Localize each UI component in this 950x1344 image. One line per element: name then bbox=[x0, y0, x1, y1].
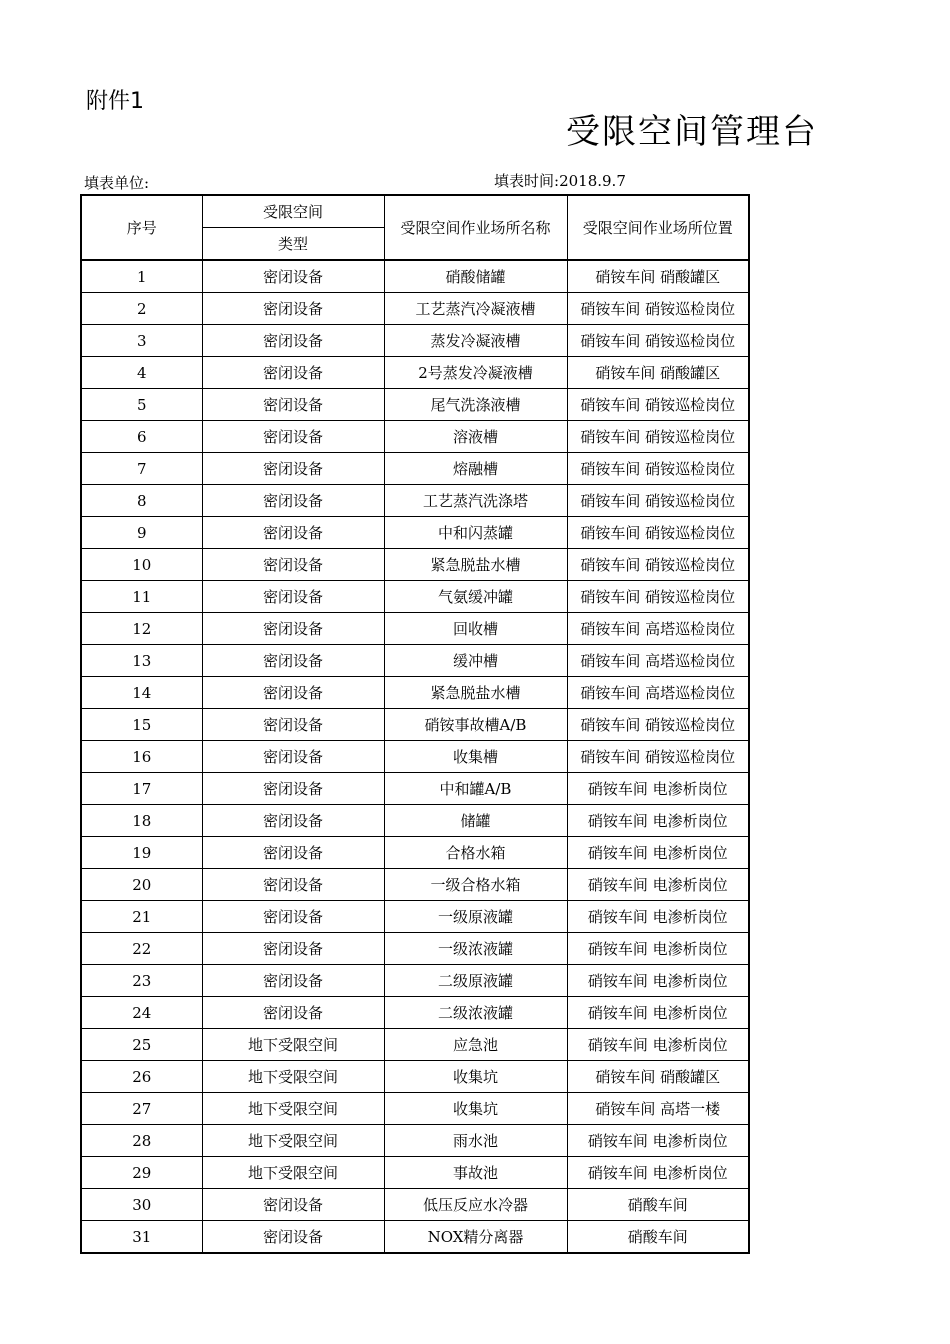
table-row bbox=[81, 453, 749, 485]
cell-no: 18 bbox=[81, 805, 202, 837]
cell-type: 密闭设备 bbox=[202, 741, 384, 773]
cell-no: 26 bbox=[81, 1061, 202, 1093]
cell-name: 回收槽 bbox=[384, 613, 567, 645]
header-space-bottom: 类型 bbox=[202, 228, 384, 261]
cell-location: 硝铵车间 电渗析岗位 bbox=[567, 805, 749, 837]
cell-no: 31 bbox=[81, 1221, 202, 1254]
cell-name: 低压反应水冷器 bbox=[384, 1189, 567, 1221]
cell-location: 硝铵车间 电渗析岗位 bbox=[567, 933, 749, 965]
table-row bbox=[81, 485, 749, 517]
cell-type: 密闭设备 bbox=[202, 517, 384, 549]
header-name: 受限空间作业场所名称 bbox=[384, 195, 567, 260]
cell-type: 密闭设备 bbox=[202, 389, 384, 421]
cell-no: 8 bbox=[81, 485, 202, 517]
header-location: 受限空间作业场所位置 bbox=[567, 195, 749, 260]
cell-name: 二级原液罐 bbox=[384, 965, 567, 997]
cell-name: 气氨缓冲罐 bbox=[384, 581, 567, 613]
cell-no: 13 bbox=[81, 645, 202, 677]
cell-no: 6 bbox=[81, 421, 202, 453]
cell-name: 一级合格水箱 bbox=[384, 869, 567, 901]
cell-name: 收集槽 bbox=[384, 741, 567, 773]
cell-name: 事故池 bbox=[384, 1157, 567, 1189]
cell-name: 紧急脱盐水槽 bbox=[384, 549, 567, 581]
attachment-label: 附件1 bbox=[86, 89, 144, 114]
cell-no: 16 bbox=[81, 741, 202, 773]
cell-location: 硝铵车间 硝铵巡检岗位 bbox=[567, 581, 749, 613]
table-row bbox=[81, 1093, 749, 1125]
cell-no: 24 bbox=[81, 997, 202, 1029]
header-seq: 序号 bbox=[81, 195, 202, 260]
table-row bbox=[81, 741, 749, 773]
cell-location: 硝铵车间 电渗析岗位 bbox=[567, 869, 749, 901]
cell-type: 密闭设备 bbox=[202, 965, 384, 997]
table-row bbox=[81, 389, 749, 421]
cell-type: 密闭设备 bbox=[202, 933, 384, 965]
cell-no: 14 bbox=[81, 677, 202, 709]
cell-type: 密闭设备 bbox=[202, 357, 384, 389]
cell-location: 硝铵车间 电渗析岗位 bbox=[567, 901, 749, 933]
cell-type: 地下受限空间 bbox=[202, 1093, 384, 1125]
table-row bbox=[81, 837, 749, 869]
cell-no: 28 bbox=[81, 1125, 202, 1157]
cell-name: 尾气洗涤液槽 bbox=[384, 389, 567, 421]
cell-name: 合格水箱 bbox=[384, 837, 567, 869]
cell-type: 密闭设备 bbox=[202, 805, 384, 837]
cell-type: 密闭设备 bbox=[202, 549, 384, 581]
table-row bbox=[81, 805, 749, 837]
table-row bbox=[81, 1125, 749, 1157]
table-body bbox=[81, 260, 749, 1253]
table-row bbox=[81, 613, 749, 645]
cell-name: 溶液槽 bbox=[384, 421, 567, 453]
cell-location: 硝铵车间 硝铵巡检岗位 bbox=[567, 485, 749, 517]
cell-no: 29 bbox=[81, 1157, 202, 1189]
table-row bbox=[81, 293, 749, 325]
table-row bbox=[81, 517, 749, 549]
table-row bbox=[81, 1157, 749, 1189]
cell-name: 紧急脱盐水槽 bbox=[384, 677, 567, 709]
table-row bbox=[81, 773, 749, 805]
cell-name: 收集坑 bbox=[384, 1061, 567, 1093]
cell-name: 储罐 bbox=[384, 805, 567, 837]
cell-name: 一级浓液罐 bbox=[384, 933, 567, 965]
cell-location: 硝铵车间 电渗析岗位 bbox=[567, 997, 749, 1029]
cell-name: 一级原液罐 bbox=[384, 901, 567, 933]
table-row bbox=[81, 709, 749, 741]
cell-location: 硝铵车间 电渗析岗位 bbox=[567, 965, 749, 997]
cell-location: 硝铵车间 硝铵巡检岗位 bbox=[567, 421, 749, 453]
table-row bbox=[81, 869, 749, 901]
cell-location: 硝铵车间 高塔巡检岗位 bbox=[567, 677, 749, 709]
cell-location: 硝铵车间 电渗析岗位 bbox=[567, 1157, 749, 1189]
table-row bbox=[81, 1221, 749, 1254]
cell-type: 地下受限空间 bbox=[202, 1125, 384, 1157]
cell-type: 地下受限空间 bbox=[202, 1029, 384, 1061]
cell-type: 密闭设备 bbox=[202, 645, 384, 677]
cell-no: 3 bbox=[81, 325, 202, 357]
cell-no: 9 bbox=[81, 517, 202, 549]
cell-location: 硝铵车间 硝酸罐区 bbox=[567, 260, 749, 293]
cell-no: 12 bbox=[81, 613, 202, 645]
cell-name: 二级浓液罐 bbox=[384, 997, 567, 1029]
cell-location: 硝酸车间 bbox=[567, 1189, 749, 1221]
cell-name: 硝酸储罐 bbox=[384, 260, 567, 293]
cell-type: 密闭设备 bbox=[202, 709, 384, 741]
table-row bbox=[81, 260, 749, 293]
table-row bbox=[81, 549, 749, 581]
table-row bbox=[81, 901, 749, 933]
cell-name: 中和闪蒸罐 bbox=[384, 517, 567, 549]
cell-type: 地下受限空间 bbox=[202, 1157, 384, 1189]
fill-unit-label: 填表单位: bbox=[84, 174, 150, 192]
cell-location: 硝铵车间 高塔巡检岗位 bbox=[567, 613, 749, 645]
table-row bbox=[81, 581, 749, 613]
cell-type: 密闭设备 bbox=[202, 293, 384, 325]
cell-name: 工艺蒸汽冷凝液槽 bbox=[384, 293, 567, 325]
cell-location: 硝铵车间 硝酸罐区 bbox=[567, 1061, 749, 1093]
cell-location: 硝铵车间 硝铵巡检岗位 bbox=[567, 709, 749, 741]
cell-location: 硝铵车间 电渗析岗位 bbox=[567, 773, 749, 805]
cell-location: 硝铵车间 高塔巡检岗位 bbox=[567, 645, 749, 677]
cell-location: 硝铵车间 硝铵巡检岗位 bbox=[567, 325, 749, 357]
cell-no: 2 bbox=[81, 293, 202, 325]
cell-no: 30 bbox=[81, 1189, 202, 1221]
cell-type: 密闭设备 bbox=[202, 869, 384, 901]
cell-type: 密闭设备 bbox=[202, 485, 384, 517]
fill-time-label: 填表时间: bbox=[494, 172, 560, 190]
cell-location: 硝铵车间 高塔一楼 bbox=[567, 1093, 749, 1125]
cell-name: 硝铵事故槽A/B bbox=[384, 709, 567, 741]
cell-no: 23 bbox=[81, 965, 202, 997]
cell-type: 密闭设备 bbox=[202, 1189, 384, 1221]
cell-type: 密闭设备 bbox=[202, 901, 384, 933]
cell-name: 工艺蒸汽洗涤塔 bbox=[384, 485, 567, 517]
cell-location: 硝铵车间 硝酸罐区 bbox=[567, 357, 749, 389]
cell-no: 22 bbox=[81, 933, 202, 965]
cell-location: 硝铵车间 硝铵巡检岗位 bbox=[567, 293, 749, 325]
cell-no: 17 bbox=[81, 773, 202, 805]
cell-type: 密闭设备 bbox=[202, 581, 384, 613]
cell-name: 中和罐A/B bbox=[384, 773, 567, 805]
cell-location: 硝铵车间 电渗析岗位 bbox=[567, 1029, 749, 1061]
cell-no: 1 bbox=[81, 260, 202, 293]
cell-type: 密闭设备 bbox=[202, 1221, 384, 1254]
cell-location: 硝铵车间 硝铵巡检岗位 bbox=[567, 453, 749, 485]
cell-name: 熔融槽 bbox=[384, 453, 567, 485]
cell-type: 密闭设备 bbox=[202, 260, 384, 293]
cell-type: 密闭设备 bbox=[202, 837, 384, 869]
page-title: 受限空间管理台 bbox=[566, 112, 818, 152]
cell-no: 27 bbox=[81, 1093, 202, 1125]
cell-name: 应急池 bbox=[384, 1029, 567, 1061]
table-row bbox=[81, 645, 749, 677]
cell-location: 硝铵车间 硝铵巡检岗位 bbox=[567, 517, 749, 549]
cell-type: 密闭设备 bbox=[202, 773, 384, 805]
cell-location: 硝铵车间 电渗析岗位 bbox=[567, 1125, 749, 1157]
fill-time bbox=[494, 170, 626, 191]
table-row bbox=[81, 933, 749, 965]
cell-name: 缓冲槽 bbox=[384, 645, 567, 677]
cell-no: 19 bbox=[81, 837, 202, 869]
cell-type: 密闭设备 bbox=[202, 997, 384, 1029]
cell-no: 21 bbox=[81, 901, 202, 933]
table-row bbox=[81, 357, 749, 389]
fill-time-value: 2018.9.7 bbox=[559, 172, 626, 190]
cell-no: 4 bbox=[81, 357, 202, 389]
table-row bbox=[81, 325, 749, 357]
cell-location: 硝铵车间 硝铵巡检岗位 bbox=[567, 389, 749, 421]
cell-type: 密闭设备 bbox=[202, 613, 384, 645]
cell-location: 硝铵车间 电渗析岗位 bbox=[567, 837, 749, 869]
table-row bbox=[81, 1189, 749, 1221]
cell-type: 密闭设备 bbox=[202, 677, 384, 709]
cell-no: 11 bbox=[81, 581, 202, 613]
cell-no: 15 bbox=[81, 709, 202, 741]
cell-no: 25 bbox=[81, 1029, 202, 1061]
table-row bbox=[81, 421, 749, 453]
cell-name: 蒸发冷凝液槽 bbox=[384, 325, 567, 357]
header-space-top: 受限空间 bbox=[202, 195, 384, 228]
cell-type: 密闭设备 bbox=[202, 453, 384, 485]
table-row bbox=[81, 965, 749, 997]
cell-name: 雨水池 bbox=[384, 1125, 567, 1157]
cell-location: 硝酸车间 bbox=[567, 1221, 749, 1254]
cell-no: 10 bbox=[81, 549, 202, 581]
cell-name: 2号蒸发冷凝液槽 bbox=[384, 357, 567, 389]
confined-space-table bbox=[80, 194, 750, 1254]
cell-type: 密闭设备 bbox=[202, 421, 384, 453]
table-row bbox=[81, 1029, 749, 1061]
table-row bbox=[81, 1061, 749, 1093]
cell-no: 7 bbox=[81, 453, 202, 485]
table-row bbox=[81, 677, 749, 709]
cell-name: 收集坑 bbox=[384, 1093, 567, 1125]
cell-location: 硝铵车间 硝铵巡检岗位 bbox=[567, 549, 749, 581]
cell-location: 硝铵车间 硝铵巡检岗位 bbox=[567, 741, 749, 773]
cell-type: 地下受限空间 bbox=[202, 1061, 384, 1093]
table-row bbox=[81, 997, 749, 1029]
cell-no: 20 bbox=[81, 869, 202, 901]
cell-no: 5 bbox=[81, 389, 202, 421]
cell-type: 密闭设备 bbox=[202, 325, 384, 357]
cell-name: NOX精分离器 bbox=[384, 1221, 567, 1254]
